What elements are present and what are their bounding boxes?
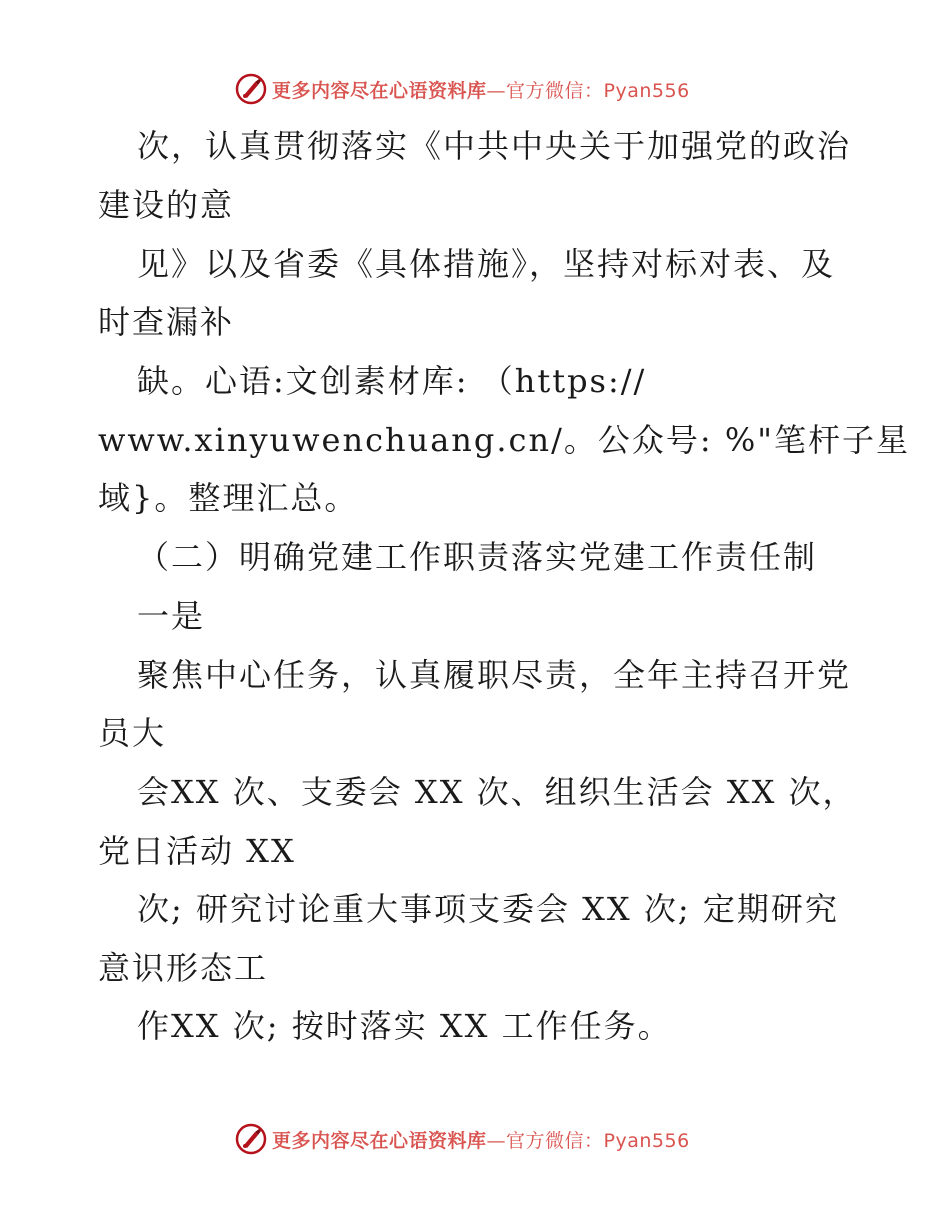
brand-logo-icon bbox=[235, 73, 267, 105]
body-line-14: 次; 研究讨论重大事项支委会 XX 次; 定期研究 bbox=[137, 890, 839, 928]
banner-wechat-id: Pyan556 bbox=[603, 79, 690, 102]
body-line-7: 域}。整理汇总。 bbox=[98, 479, 359, 517]
banner-brand: 更多内容尽在心语资料库 bbox=[272, 79, 487, 102]
header-banner bbox=[235, 72, 690, 106]
body-line-2: 建设的意 bbox=[98, 186, 235, 224]
banner-separator: — bbox=[486, 79, 507, 102]
body-line-9: 一是 bbox=[137, 597, 206, 635]
body-line-12: 会XX 次、支委会 XX 次、组织生活会 XX 次， bbox=[137, 773, 857, 811]
body-line-15: 意识形态工 bbox=[98, 949, 269, 987]
body-line-5: 缺。心语:文创素材库: （https:// bbox=[137, 362, 647, 400]
body-line-6: www.xinyuwenchuang.cn/。公众号: %"笔杆子星 bbox=[98, 421, 910, 459]
body-line-13: 党日活动 XX bbox=[98, 832, 296, 870]
banner-wechat-label: 官方微信： bbox=[506, 79, 604, 102]
banner-wechat-label: 官方微信： bbox=[506, 1129, 604, 1152]
header-banner-text bbox=[272, 76, 690, 103]
body-line-11: 员大 bbox=[98, 714, 167, 752]
footer-banner bbox=[235, 1122, 690, 1156]
banner-wechat-id: Pyan556 bbox=[603, 1129, 690, 1152]
body-line-10: 聚焦中心任务，认真履职尽责，全年主持召开党 bbox=[137, 656, 852, 694]
body-line-16: 作XX 次; 按时落实 XX 工作任务。 bbox=[137, 1007, 672, 1045]
brand-logo-icon bbox=[235, 1123, 267, 1155]
body-line-4: 时查漏补 bbox=[98, 303, 235, 341]
banner-brand: 更多内容尽在心语资料库 bbox=[272, 1129, 487, 1152]
body-line-3: 见》以及省委《具体措施》，坚持对标对表、及 bbox=[137, 245, 836, 283]
body-line-1: 次，认真贯彻落实《中共中央关于加强党的政治 bbox=[137, 127, 852, 165]
section-heading: （二）明确党建工作职责落实党建工作责任制 bbox=[137, 538, 818, 576]
banner-separator: — bbox=[486, 1129, 507, 1152]
footer-banner-text bbox=[272, 1126, 690, 1153]
